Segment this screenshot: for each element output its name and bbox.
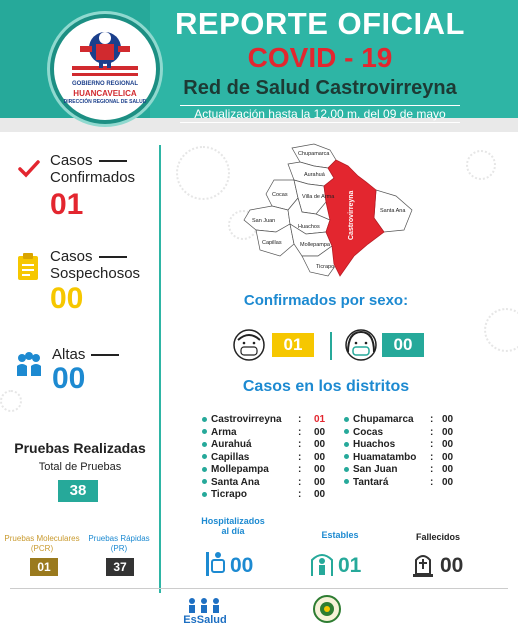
district-row	[202, 414, 282, 426]
bullet-icon	[344, 417, 349, 422]
district-colon: :	[430, 426, 434, 438]
map-label-villa-de-arma: Villa de Arma	[302, 194, 335, 200]
district-name: Capillas	[211, 451, 250, 463]
district-name: Huamatambo	[353, 451, 417, 463]
district-value: 00	[442, 414, 454, 425]
logo-line-2: HUANCAVELICA	[73, 89, 137, 98]
district-colon: :	[430, 439, 434, 450]
district-name: Cocas	[353, 426, 384, 438]
hospitalized-label-1: Hospitalizados	[201, 516, 265, 526]
district-value: 01	[314, 414, 326, 425]
district-row	[344, 427, 383, 439]
header-banner	[0, 0, 518, 132]
stable-value: 01	[338, 554, 362, 577]
district-colon: :	[298, 489, 302, 500]
bullet-icon	[202, 492, 207, 497]
network-name: Red de Salud Castrovirreyna	[183, 77, 457, 99]
district-name: Aurahuá	[211, 439, 252, 450]
logo-line-1: GOBIERNO REGIONAL	[71, 81, 138, 87]
logo-line-3: DIRECCIÓN REGIONAL DE SALUD	[63, 99, 147, 105]
deceased-value: 00	[440, 554, 464, 577]
district-value: 00	[314, 476, 326, 488]
gobierno-regional-logo	[50, 14, 160, 124]
tests-total-value: 38	[58, 480, 98, 502]
bullet-icon	[344, 454, 349, 459]
hospital-bed-icon	[204, 548, 226, 578]
district-colon: :	[430, 451, 434, 463]
district-name: Ticrapo	[211, 489, 247, 500]
discharged-label-text: Altas	[52, 346, 86, 363]
virus-decoration-icon	[176, 146, 230, 200]
bullet-icon	[202, 417, 207, 422]
hospitalized-label-2: al día	[221, 526, 245, 536]
district-value: 00	[442, 476, 454, 488]
district-colon: :	[298, 476, 302, 488]
rapid-value: 37	[106, 558, 134, 576]
district-name: Santa Ana	[211, 476, 260, 488]
confirmed-value: 01	[50, 188, 84, 221]
district-colon: :	[430, 464, 434, 475]
district-colon: :	[298, 426, 302, 438]
district-value: 00	[314, 489, 326, 500]
deceased-label: Fallecidos	[415, 532, 460, 542]
district-row	[202, 464, 269, 476]
districts-title: Casos en los distritos	[242, 378, 410, 395]
district-row	[344, 464, 397, 476]
district-row	[202, 439, 252, 451]
suspected-label-1: Casos	[50, 248, 93, 265]
female-value: 00	[382, 333, 424, 357]
district-row	[344, 439, 395, 451]
essalud-logo-icon	[184, 596, 224, 614]
district-name: San Juan	[353, 464, 398, 475]
map-label-castrovirreyna: Castrovirreyna	[348, 190, 355, 240]
logo-emblem-icon	[68, 26, 142, 82]
district-value: 00	[442, 451, 454, 463]
district-row	[202, 452, 249, 464]
tests-total-label: Total de Pruebas	[38, 461, 122, 473]
sex-title: Confirmados por sexo:	[243, 292, 409, 309]
stable-person-icon	[310, 550, 334, 578]
cirsapol-seal-icon	[312, 594, 342, 624]
district-value: 00	[442, 464, 454, 475]
district-name: Mollepampa	[211, 464, 269, 475]
clipboard-icon	[14, 252, 42, 282]
hospitalized-label	[196, 516, 270, 536]
district-row	[202, 489, 247, 501]
bullet-icon	[344, 467, 349, 472]
district-row	[202, 477, 260, 489]
map-label-ticrapo: Ticrapo	[316, 264, 335, 270]
male-face-icon	[232, 328, 266, 362]
district-colon: :	[298, 464, 302, 475]
virus-decoration-icon	[0, 390, 22, 412]
province-map	[236, 140, 416, 280]
rapid-label	[82, 534, 156, 554]
check-icon	[18, 160, 40, 178]
column-divider	[159, 145, 161, 593]
hospitalized-value: 00	[230, 554, 254, 577]
map-label-huachos: Huachos	[298, 224, 320, 230]
district-value: 00	[314, 451, 326, 463]
map-label-cocas: Cocas	[272, 192, 288, 198]
confirmed-label-2: Confirmados	[50, 169, 136, 186]
district-colon: :	[298, 414, 302, 425]
bullet-icon	[202, 442, 207, 447]
district-colon: :	[430, 476, 434, 488]
essalud-label: EsSalud	[183, 614, 227, 626]
bullet-icon	[202, 454, 207, 459]
bullet-icon	[344, 429, 349, 434]
district-name: Huachos	[353, 439, 396, 450]
district-value: 00	[314, 464, 326, 475]
map-label-capillas: Capillas	[262, 240, 282, 246]
covid-subtitle: COVID - 19	[247, 42, 393, 73]
district-value: 00	[442, 426, 454, 438]
district-colon: :	[298, 451, 302, 463]
district-row	[344, 414, 414, 426]
female-face-icon	[344, 328, 378, 362]
discharged-label	[52, 346, 119, 363]
map-label-chupamarca: Chupamarca	[298, 151, 330, 157]
map-label-santa-ana: Santa Ana	[380, 208, 406, 214]
report-title: REPORTE OFICIAL	[175, 6, 465, 41]
discharged-value: 00	[52, 362, 86, 395]
district-name: Tantará	[353, 476, 389, 488]
district-value: 00	[314, 439, 326, 450]
district-name: Chupamarca	[353, 414, 414, 425]
rapid-label-2: (PR)	[110, 544, 128, 553]
map-label-mollepampa: Mollepampa	[300, 242, 330, 248]
district-colon: :	[430, 414, 434, 425]
confirmed-label	[50, 152, 135, 186]
bullet-icon	[202, 467, 207, 472]
pcr-label-2: (PCR)	[30, 544, 54, 553]
bullet-icon	[344, 442, 349, 447]
male-value: 01	[272, 333, 314, 357]
pcr-value: 01	[30, 558, 58, 576]
district-name: Castrovirreyna	[211, 414, 282, 425]
footer-divider	[10, 588, 508, 589]
suspected-value: 00	[50, 282, 84, 315]
map-label-aurahua: Aurahuá	[304, 172, 325, 178]
bullet-icon	[202, 479, 207, 484]
pcr-label	[4, 534, 80, 554]
tombstone-icon	[412, 552, 434, 578]
pcr-label-1: Pruebas Moleculares	[4, 534, 80, 543]
update-timestamp: Actualización hasta la 12.00 m. del 09 de mayo	[180, 105, 460, 123]
people-icon	[14, 350, 44, 378]
district-value: 00	[314, 426, 326, 438]
tests-title: Pruebas Realizadas	[14, 440, 146, 456]
district-name: Arma	[211, 426, 237, 438]
bullet-icon	[202, 429, 207, 434]
virus-decoration-icon	[484, 308, 518, 352]
stable-label: Estables	[321, 530, 359, 540]
sex-divider	[330, 332, 332, 360]
district-value: 00	[442, 439, 454, 450]
suspected-label	[50, 248, 140, 282]
district-row	[202, 427, 237, 439]
map-label-san-juan: San Juan	[252, 218, 276, 224]
rapid-label-1: Pruebas Rápidas	[88, 534, 150, 543]
district-row	[344, 452, 416, 464]
suspected-label-2: Sospechosos	[50, 265, 141, 282]
virus-decoration-icon	[466, 150, 496, 180]
district-row	[344, 477, 388, 489]
district-colon: :	[298, 439, 302, 450]
confirmed-label-1: Casos	[50, 152, 93, 169]
bullet-icon	[344, 479, 349, 484]
